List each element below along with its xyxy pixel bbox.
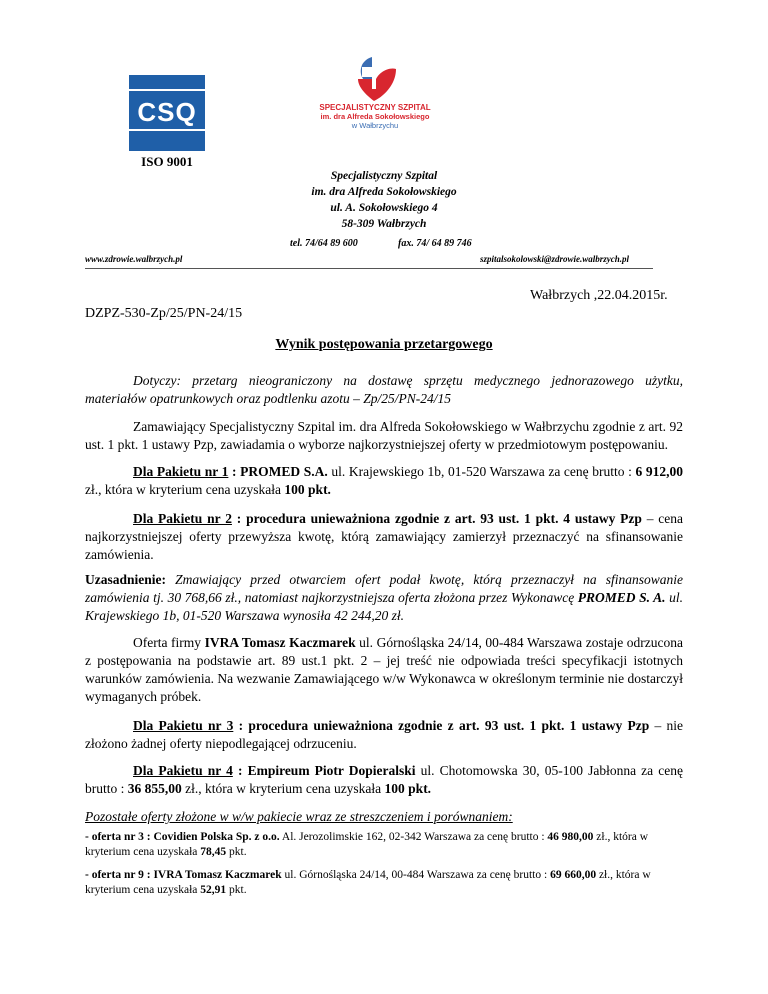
package-2-reason: – cena najkorzystniejszej oferty przewyższa kwotę, którą zamawiający zamierzył przeznaczyć na sfinansowanie zamówienia. (85, 511, 684, 562)
other-offers-heading-text: Pozostałe oferty złożone w w/w pakiecie wraz ze streszczeniem i porównaniem: (85, 809, 513, 824)
phone-number: tel. 74/64 89 600 (290, 238, 358, 249)
package-3-paragraph (85, 717, 683, 753)
intro-paragraph (85, 418, 683, 454)
offer-price: 69 660,00 (550, 869, 597, 881)
justification-text-1: Zmawiający przed otwarciem ofert podał kwotę, którą przeznaczył na sfinansowanie zamówienia tj. 30 768,66 zł., natomiast najkorzystniejsza oferta złożona przez Wykonawcę (85, 572, 683, 605)
package-4-company: Empireum Piotr Dopieralski (247, 763, 416, 778)
subject-text: Dotyczy: przetarg nieograniczony na dostawę sprzętu medycznego jednorazowego użytku, materiałów opatrunkowych oraz podtlenku azotu – (85, 373, 683, 406)
fax-number: fax. 74/ 64 89 746 (398, 238, 472, 249)
document-reference: DZPZ-530-Zp/25/PN-24/15 (85, 306, 243, 321)
address-line: ul. A. Sokołowskiego 4 (330, 202, 438, 214)
address-line: im. dra Alfreda Sokołowskiego (311, 186, 457, 198)
package-1-price: 6 912,00 (635, 464, 684, 479)
iso-label: ISO 9001 (141, 154, 193, 169)
rejection-company: IVRA Tomasz Kaczmarek (204, 635, 356, 650)
package-2-paragraph (85, 510, 683, 564)
offer-address: ul. Górnośląska 24/14, 00-484 Warszawa za cenę brutto : (281, 869, 551, 881)
offer-end: pkt. (226, 884, 247, 896)
hospital-address (200, 168, 568, 232)
package-4-address: ul. Chotomowska 30, 05-100 Jabłonna za cenę brutto : (85, 763, 683, 796)
package-1-tail: zł., która w kryterium cena uzyskała (85, 482, 285, 497)
email-link[interactable]: szpitalsokolowski@zdrowie.walbrzych.pl (480, 254, 630, 264)
package-2-decision: : procedura unieważniona zgodnie z art. 93 ust. 1 pkt. 4 ustawy Pzp (231, 511, 642, 526)
subject-paragraph (85, 372, 683, 408)
rejection-pre: Oferta firmy (133, 635, 205, 650)
hospital-logo-line-1: SPECJALISTYCZNY SZPITAL (319, 103, 431, 112)
offer-lead: - oferta nr 9 : IVRA Tomasz Kaczmarek (85, 869, 282, 881)
offer-item (85, 830, 683, 860)
package-4-tail: zł., która w kryterium cena uzyskała (181, 781, 385, 796)
rejection-paragraph (85, 634, 683, 706)
justification-label: Uzasadnienie: (85, 572, 166, 587)
package-4-label: Dla Pakietu nr 4 (133, 763, 233, 778)
package-4-price: 36 855,00 (127, 781, 182, 796)
offer-end: pkt. (226, 846, 247, 858)
document-date: Wałbrzych ,22.04.2015r. (530, 288, 668, 303)
document-title: Wynik postępowania przetargowego (275, 337, 493, 352)
package-1-company: PROMED S.A. (240, 464, 328, 479)
package-1-paragraph (85, 463, 683, 499)
justification-paragraph (85, 571, 683, 625)
package-1-label: Dla Pakietu nr 1 (133, 464, 229, 479)
offer-tail: zł., która w kryterium cena uzyskała (85, 869, 651, 896)
other-offers-heading (85, 808, 683, 826)
package-4-score: 100 pkt. (384, 781, 432, 796)
subject-ref: Zp/25/PN-24/15 (363, 391, 451, 406)
csq-logo-bar-top (129, 89, 205, 91)
offer-price: 46 980,00 (547, 831, 594, 843)
package-4-paragraph (85, 762, 683, 798)
offer-tail: zł., która w kryterium cena uzyskała (85, 831, 649, 858)
intro-text: Zamawiający Specjalistyczny Szpital im. dra Alfreda Sokołowskiego w Wałbrzychu zgodnie z art. 92 ust. 1 pkt. 1 ustawy Pzp, zawiadamia o wyborze najkorzystniejszej oferty w przedmiotowym postępowaniu. (85, 419, 683, 452)
package-3-label: Dla Pakietu nr 3 (133, 718, 234, 733)
address-line: 58-309 Wałbrzych (341, 218, 427, 230)
justification-text-2: ul. Krajewskiego 1b, 01-520 Warszawa wynosiła 42 244,20 zł. (85, 590, 683, 623)
package-1-score: 100 pkt. (284, 482, 331, 497)
csq-logo (129, 75, 205, 151)
package-3-decision: : procedura unieważniona zgodnie z art. 93 ust. 1 pkt. 1 ustawy Pzp (233, 718, 650, 733)
package-1-sep: : (228, 464, 241, 479)
offer-address: Al. Jerozolimskie 162, 02-342 Warszawa za cenę brutto : (279, 831, 548, 843)
csq-logo-bar-bottom (129, 129, 205, 131)
website-link[interactable]: www.zdrowie.walbrzych.pl (85, 254, 183, 264)
csq-logo-text: CSQ (137, 97, 197, 127)
package-3-reason: – nie złożono żadnej oferty niepodlegającej odrzuceniu. (85, 718, 683, 751)
hospital-logo-line-2: im. dra Alfreda Sokołowskiego (320, 112, 430, 121)
offer-lead: - oferta nr 3 : Covidien Polska Sp. z o.o. (85, 831, 280, 843)
package-1-address: ul. Krajewskiego 1b, 01-520 Warszawa za cenę brutto : (327, 464, 636, 479)
justification-company: PROMED S. A. (577, 590, 666, 605)
address-line: Specjalistyczny Szpital (330, 170, 438, 182)
offer-score: 52,91 (200, 884, 227, 896)
hospital-logo-line-3: w Wałbrzychu (351, 121, 399, 130)
rejection-text: ul. Górnośląska 24/14, 00-484 Warszawa zostaje odrzucona z postępowania na podstawie art. 89 ust.1 pkt. 2 – jej treść nie odpowiada treści specyfikacji istotnych warunków zamówienia. Na wezwanie Zamawiającego w/w Wykonawca w określonym terminie nie dostarczył wymaganych próbek. (85, 635, 684, 704)
hospital-logo-text (295, 103, 455, 130)
offer-item (85, 868, 683, 898)
offer-score: 78,45 (200, 846, 227, 858)
package-2-label: Dla Pakietu nr 2 (133, 511, 232, 526)
package-4-sep: : (232, 763, 248, 778)
hospital-logo-icon (350, 55, 398, 103)
header-divider (85, 268, 653, 269)
